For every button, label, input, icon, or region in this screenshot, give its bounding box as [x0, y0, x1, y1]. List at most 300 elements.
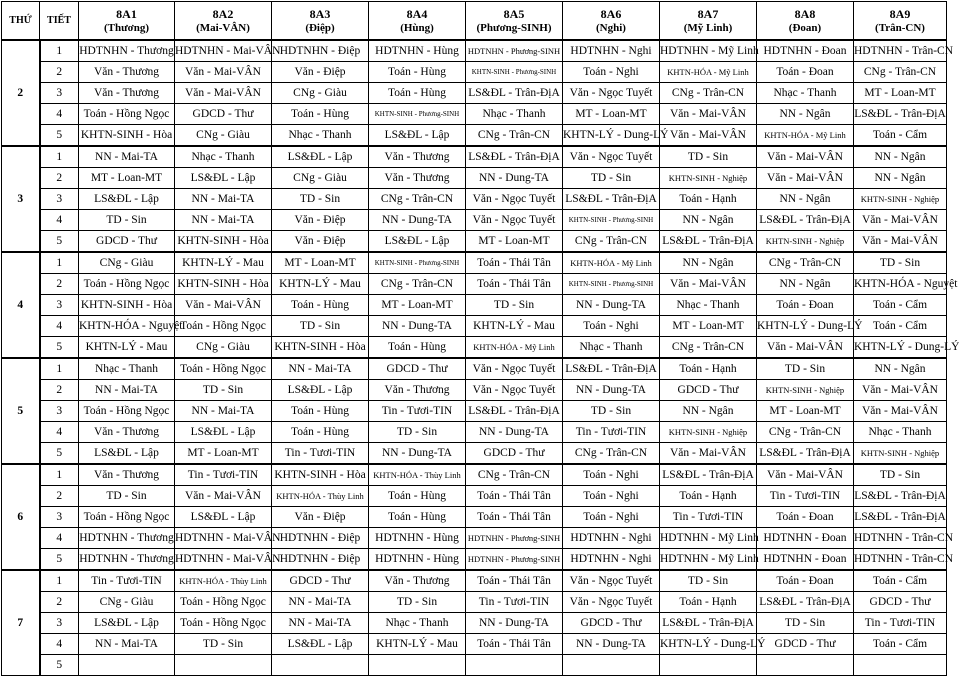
schedule-cell: Toán - Hùng: [369, 337, 466, 359]
table-row: [2, 252, 947, 274]
schedule-cell: Nhạc - Thanh: [854, 422, 947, 443]
schedule-cell: GDCD - Thư: [757, 634, 854, 655]
period-number: 2: [40, 274, 79, 295]
schedule-cell: NN - Dung-TA: [369, 443, 466, 465]
schedule-cell: LS&ĐL - Trân-ĐịA: [757, 592, 854, 613]
period-number: 1: [40, 40, 79, 62]
schedule-cell: Toán - Hạnh: [660, 486, 757, 507]
schedule-cell: LS&ĐL - Trân-ĐịA: [854, 507, 947, 528]
table-row: [2, 401, 947, 422]
schedule-cell: CNg - Trân-CN: [563, 443, 660, 465]
day-column-header: THỨ: [2, 2, 40, 41]
schedule-cell: CNg - Trân-CN: [466, 125, 563, 147]
schedule-cell: [466, 655, 563, 676]
schedule-cell: Văn - Mai-VÂN: [660, 443, 757, 465]
schedule-cell: LS&ĐL - Trân-ĐịA: [466, 146, 563, 168]
schedule-cell: Văn - Ngọc Tuyết: [563, 570, 660, 592]
table-row: [2, 189, 947, 210]
schedule-cell: Văn - Mai-VÂN: [854, 231, 947, 253]
schedule-cell: GDCD - Thư: [175, 104, 272, 125]
schedule-cell: NN - Ngân: [854, 358, 947, 380]
schedule-cell: Văn - Thương: [369, 146, 466, 168]
schedule-cell: Toán - Nghi: [563, 62, 660, 83]
schedule-cell: HDTNHN - Đoan: [757, 40, 854, 62]
schedule-cell: NN - Dung-TA: [466, 613, 563, 634]
period-number: 2: [40, 486, 79, 507]
period-number: 3: [40, 83, 79, 104]
schedule-cell: Toán - Hồng Ngọc: [79, 401, 175, 422]
schedule-cell: Toán - Hạnh: [660, 189, 757, 210]
schedule-cell: KHTN-SINH - Nghiệp: [757, 380, 854, 401]
schedule-cell: Văn - Mai-VÂN: [660, 274, 757, 295]
period-number: 5: [40, 337, 79, 359]
schedule-cell: Văn - Điệp: [272, 210, 369, 231]
schedule-cell: Văn - Mai-VÂN: [854, 380, 947, 401]
schedule-cell: Toán - Thái Tân: [466, 570, 563, 592]
schedule-cell: NN - Ngân: [660, 210, 757, 231]
schedule-cell: [854, 655, 947, 676]
table-row: [2, 358, 947, 380]
schedule-cell: Toán - Hùng: [272, 295, 369, 316]
schedule-cell: Toán - Hồng Ngọc: [175, 316, 272, 337]
schedule-cell: NN - Dung-TA: [466, 168, 563, 189]
class-header: [757, 2, 854, 41]
header-row: [2, 2, 947, 41]
schedule-cell: MT - Loan-MT: [757, 401, 854, 422]
period-number: 3: [40, 189, 79, 210]
schedule-cell: Toán - Cẩm: [854, 570, 947, 592]
schedule-cell: Tin - Tươi-TIN: [466, 592, 563, 613]
schedule-cell: KHTN-SINH - Phương-SINH: [563, 274, 660, 295]
class-header: [369, 2, 466, 41]
schedule-cell: Toán - Hùng: [369, 83, 466, 104]
schedule-cell: GDCD - Thư: [466, 443, 563, 465]
schedule-cell: KHTN-HÓA - Mỹ Linh: [757, 125, 854, 147]
schedule-cell: KHTN-SINH - Nghiệp: [854, 189, 947, 210]
schedule-cell: NN - Dung-TA: [369, 316, 466, 337]
schedule-cell: KHTN-SINH - Hòa: [79, 125, 175, 147]
schedule-cell: HDTNHN - Mai-VÂN: [175, 528, 272, 549]
schedule-cell: NN - Mai-TA: [175, 210, 272, 231]
schedule-cell: [563, 655, 660, 676]
schedule-cell: Tin - Tươi-TIN: [175, 464, 272, 486]
schedule-cell: Toán - Thái Tân: [466, 252, 563, 274]
schedule-cell: NN - Dung-TA: [563, 380, 660, 401]
schedule-cell: Văn - Thương: [369, 168, 466, 189]
schedule-cell: KHTN-LÝ - Mau: [175, 252, 272, 274]
schedule-cell: Văn - Thương: [79, 422, 175, 443]
schedule-cell: LS&ĐL - Lập: [272, 380, 369, 401]
homeroom-teacher: (Đoan): [788, 21, 822, 34]
schedule-cell: HDTNHN - Thương: [79, 40, 175, 62]
schedule-cell: NN - Ngân: [757, 189, 854, 210]
schedule-cell: KHTN-HÓA - Mỹ Linh: [660, 62, 757, 83]
schedule-cell: NN - Ngân: [854, 146, 947, 168]
schedule-cell: HDTNHN - Phương-SINH: [466, 40, 563, 62]
schedule-cell: Văn - Mai-VÂN: [175, 83, 272, 104]
schedule-cell: NN - Dung-TA: [563, 295, 660, 316]
schedule-cell: NN - Dung-TA: [466, 422, 563, 443]
schedule-cell: TD - Sin: [563, 168, 660, 189]
schedule-cell: TD - Sin: [369, 422, 466, 443]
schedule-cell: CNg - Giàu: [175, 337, 272, 359]
schedule-cell: TD - Sin: [757, 358, 854, 380]
schedule-cell: Toán - Đoan: [757, 570, 854, 592]
class-header: [466, 2, 563, 41]
schedule-cell: KHTN-SINH - Nghiệp: [757, 231, 854, 253]
schedule-cell: GDCD - Thư: [272, 570, 369, 592]
schedule-cell: MT - Loan-MT: [175, 443, 272, 465]
period-number: 1: [40, 146, 79, 168]
schedule-cell: Văn - Thương: [369, 570, 466, 592]
schedule-cell: MT - Loan-MT: [466, 231, 563, 253]
table-row: [2, 125, 947, 147]
period-number: 1: [40, 570, 79, 592]
period-number: 3: [40, 401, 79, 422]
schedule-cell: Văn - Mai-VÂN: [660, 104, 757, 125]
schedule-cell: Toán - Nghi: [563, 316, 660, 337]
timetable: [1, 1, 959, 676]
schedule-cell: TD - Sin: [175, 634, 272, 655]
day-label: 3: [2, 146, 40, 252]
schedule-cell: KHTN-HÓA - Thùy Linh: [369, 464, 466, 486]
table-row: [2, 316, 947, 337]
class-code: 8A3: [309, 6, 331, 21]
schedule-cell: KHTN-LÝ - Mau: [79, 337, 175, 359]
schedule-cell: Toán - Nghi: [563, 464, 660, 486]
schedule-cell: Văn - Ngọc Tuyết: [563, 83, 660, 104]
schedule-cell: TD - Sin: [79, 210, 175, 231]
schedule-cell: Toán - Hồng Ngọc: [79, 274, 175, 295]
schedule-cell: MT - Loan-MT: [854, 83, 947, 104]
schedule-cell: Văn - Điệp: [272, 231, 369, 253]
class-header: [175, 2, 272, 41]
schedule-cell: MT - Loan-MT: [79, 168, 175, 189]
schedule-cell: KHTN-SINH - Phương-SINH: [369, 104, 466, 125]
period-number: 1: [40, 464, 79, 486]
schedule-cell: KHTN-LÝ - Dung-LÝ: [854, 337, 947, 359]
homeroom-teacher: (Trân-CN): [875, 21, 925, 34]
period-number: 4: [40, 316, 79, 337]
schedule-cell: CNg - Giàu: [79, 252, 175, 274]
class-code: 8A9: [889, 6, 911, 21]
period-number: 5: [40, 655, 79, 676]
schedule-cell: Toán - Hạnh: [660, 592, 757, 613]
schedule-cell: KHTN-SINH - Phương-SINH: [563, 210, 660, 231]
schedule-cell: NN - Ngân: [660, 252, 757, 274]
schedule-cell: MT - Loan-MT: [563, 104, 660, 125]
schedule-cell: Toán - Nghi: [563, 486, 660, 507]
schedule-cell: CNg - Giàu: [79, 592, 175, 613]
schedule-cell: KHTN-HÓA - Mỹ Linh: [466, 337, 563, 359]
schedule-cell: Văn - Thương: [79, 83, 175, 104]
period-number: 4: [40, 210, 79, 231]
schedule-cell: Nhạc - Thanh: [563, 337, 660, 359]
schedule-cell: Nhạc - Thanh: [175, 146, 272, 168]
schedule-cell: TD - Sin: [660, 146, 757, 168]
schedule-cell: Văn - Điệp: [272, 62, 369, 83]
schedule-cell: Nhạc - Thanh: [79, 358, 175, 380]
timetable-body: [2, 40, 959, 676]
table-row: [2, 592, 947, 613]
schedule-cell: CNg - Giàu: [272, 168, 369, 189]
table-row: [2, 274, 947, 295]
period-number: 1: [40, 252, 79, 274]
homeroom-teacher: (Thương): [103, 21, 150, 34]
schedule-cell: Văn - Ngọc Tuyết: [466, 210, 563, 231]
period-number: 2: [40, 168, 79, 189]
schedule-cell: Toán - Hùng: [272, 401, 369, 422]
schedule-cell: TD - Sin: [854, 252, 947, 274]
schedule-cell: LS&ĐL - Lập: [79, 189, 175, 210]
schedule-cell: Toán - Cẩm: [854, 295, 947, 316]
day-label: 5: [2, 358, 40, 464]
schedule-cell: LS&ĐL - Lập: [79, 613, 175, 634]
table-row: [2, 210, 947, 231]
schedule-cell: MT - Loan-MT: [660, 316, 757, 337]
schedule-cell: HDTNHN - Trân-CN: [854, 40, 947, 62]
day-label: 6: [2, 464, 40, 570]
schedule-cell: KHTN-LÝ - Dung-LÝ: [563, 125, 660, 147]
class-code: 8A5: [503, 6, 525, 21]
period-number: 4: [40, 528, 79, 549]
schedule-cell: NN - Mai-TA: [175, 189, 272, 210]
schedule-cell: LS&ĐL - Trân-ĐịA: [563, 189, 660, 210]
schedule-cell: MT - Loan-MT: [272, 252, 369, 274]
schedule-cell: KHTN-SINH - Phương-SINH: [466, 62, 563, 83]
schedule-cell: LS&ĐL - Lập: [272, 146, 369, 168]
schedule-cell: KHTN-HÓA - Thùy Linh: [175, 570, 272, 592]
schedule-cell: HDTNHN - Điệp: [272, 549, 369, 571]
schedule-cell: CNg - Trân-CN: [660, 83, 757, 104]
schedule-cell: Toán - Nghi: [563, 507, 660, 528]
schedule-cell: Văn - Mai-VÂN: [757, 464, 854, 486]
period-number: 3: [40, 613, 79, 634]
schedule-cell: HDTNHN - Hùng: [369, 549, 466, 571]
schedule-cell: CNg - Trân-CN: [369, 189, 466, 210]
schedule-cell: HDTNHN - Trân-CN: [854, 528, 947, 549]
schedule-cell: HDTNHN - Trân-CN: [854, 549, 947, 571]
schedule-cell: Tin - Tươi-TIN: [563, 422, 660, 443]
schedule-cell: LS&ĐL - Trân-ĐịA: [854, 486, 947, 507]
schedule-cell: HDTNHN - Điệp: [272, 40, 369, 62]
class-code: 8A6: [600, 6, 622, 21]
schedule-cell: Văn - Mai-VÂN: [175, 486, 272, 507]
schedule-cell: Tin - Tươi-TIN: [854, 613, 947, 634]
schedule-cell: TD - Sin: [272, 189, 369, 210]
schedule-cell: [369, 655, 466, 676]
schedule-cell: [757, 655, 854, 676]
day-label: 4: [2, 252, 40, 358]
schedule-cell: LS&ĐL - Trân-ĐịA: [563, 358, 660, 380]
schedule-cell: CNg - Trân-CN: [660, 337, 757, 359]
schedule-cell: HDTNHN - Phương-SINH: [466, 528, 563, 549]
schedule-cell: Nhạc - Thanh: [369, 613, 466, 634]
schedule-cell: LS&ĐL - Trân-ĐịA: [660, 613, 757, 634]
schedule-cell: Văn - Ngọc Tuyết: [563, 592, 660, 613]
schedule-cell: Văn - Thương: [79, 464, 175, 486]
schedule-cell: HDTNHN - Mai-VÂN: [175, 549, 272, 571]
schedule-cell: Toán - Hùng: [272, 422, 369, 443]
schedule-cell: Văn - Ngọc Tuyết: [563, 146, 660, 168]
schedule-cell: Toán - Đoan: [757, 295, 854, 316]
table-row: [2, 422, 947, 443]
table-row: [2, 380, 947, 401]
schedule-cell: HDTNHN - Mỹ Linh: [660, 40, 757, 62]
schedule-cell: [272, 655, 369, 676]
class-code: 8A4: [406, 6, 428, 21]
schedule-cell: CNg - Trân-CN: [757, 422, 854, 443]
schedule-cell: NN - Mai-TA: [79, 634, 175, 655]
schedule-cell: HDTNHN - Hùng: [369, 528, 466, 549]
schedule-cell: HDTNHN - Thương: [79, 549, 175, 571]
homeroom-teacher: (Hùng): [400, 21, 434, 34]
homeroom-teacher: (Nghi): [596, 21, 626, 34]
schedule-cell: Văn - Mai-VÂN: [175, 62, 272, 83]
schedule-cell: Nhạc - Thanh: [757, 83, 854, 104]
table-row: [2, 634, 947, 655]
homeroom-teacher: (Mai-VÂN): [196, 21, 250, 34]
schedule-cell: Văn - Mai-VÂN: [757, 337, 854, 359]
schedule-cell: TD - Sin: [757, 613, 854, 634]
schedule-cell: KHTN-SINH - Phương-SINH: [369, 252, 466, 274]
schedule-cell: Văn - Ngọc Tuyết: [466, 358, 563, 380]
schedule-cell: KHTN-SINH - Nghiệp: [660, 422, 757, 443]
schedule-cell: NN - Mai-TA: [272, 613, 369, 634]
schedule-cell: Nhạc - Thanh: [272, 125, 369, 147]
schedule-cell: CNg - Trân-CN: [563, 231, 660, 253]
class-header: [79, 2, 175, 41]
schedule-cell: CNg - Giàu: [272, 83, 369, 104]
schedule-cell: NN - Mai-TA: [272, 358, 369, 380]
class-code: 8A2: [212, 6, 234, 21]
schedule-cell: Toán - Hùng: [369, 507, 466, 528]
schedule-cell: GDCD - Thư: [79, 231, 175, 253]
schedule-cell: Văn - Thương: [369, 380, 466, 401]
period-number: 2: [40, 380, 79, 401]
schedule-cell: KHTN-SINH - Hòa: [272, 337, 369, 359]
class-code: 8A8: [794, 6, 816, 21]
schedule-cell: NN - Mai-TA: [272, 592, 369, 613]
schedule-cell: KHTN-SINH - Hòa: [272, 464, 369, 486]
schedule-cell: LS&ĐL - Lập: [175, 507, 272, 528]
schedule-cell: Tin - Tươi-TIN: [79, 570, 175, 592]
schedule-cell: KHTN-SINH - Nghiệp: [854, 443, 947, 465]
schedule-cell: KHTN-HÓA - Mỹ Linh: [563, 252, 660, 274]
table-row: [2, 655, 947, 676]
schedule-cell: GDCD - Thư: [660, 380, 757, 401]
period-number: 2: [40, 592, 79, 613]
schedule-cell: HDTNHN - Mai-VÂN: [175, 40, 272, 62]
schedule-cell: Nhạc - Thanh: [660, 295, 757, 316]
schedule-cell: [660, 655, 757, 676]
schedule-cell: Toán - Cẩm: [854, 316, 947, 337]
schedule-cell: Văn - Mai-VÂN: [854, 401, 947, 422]
schedule-cell: LS&ĐL - Trân-ĐịA: [660, 231, 757, 253]
schedule-cell: Toán - Hùng: [369, 486, 466, 507]
schedule-cell: NN - Dung-TA: [369, 210, 466, 231]
table-row: [2, 464, 947, 486]
schedule-cell: Tin - Tươi-TIN: [757, 486, 854, 507]
schedule-cell: KHTN-LÝ - Dung-LÝ: [757, 316, 854, 337]
schedule-cell: TD - Sin: [660, 570, 757, 592]
schedule-cell: KHTN-LÝ - Mau: [466, 316, 563, 337]
schedule-cell: Toán - Hùng: [272, 104, 369, 125]
table-row: [2, 507, 947, 528]
schedule-cell: NN - Mai-TA: [175, 401, 272, 422]
schedule-cell: Toán - Thái Tân: [466, 507, 563, 528]
schedule-cell: LS&ĐL - Lập: [175, 168, 272, 189]
period-number: 3: [40, 507, 79, 528]
table-row: [2, 168, 947, 189]
table-row: [2, 443, 947, 465]
class-header: [660, 2, 757, 41]
period-number: 5: [40, 231, 79, 253]
schedule-cell: [79, 655, 175, 676]
schedule-cell: Toán - Hồng Ngọc: [175, 358, 272, 380]
schedule-cell: NN - Ngân: [757, 104, 854, 125]
schedule-cell: Toán - Hồng Ngọc: [79, 104, 175, 125]
day-label: 2: [2, 40, 40, 146]
schedule-cell: KHTN-LÝ - Mau: [272, 274, 369, 295]
period-number: 5: [40, 549, 79, 571]
schedule-cell: NN - Mai-TA: [79, 380, 175, 401]
schedule-cell: Toán - Thái Tân: [466, 634, 563, 655]
schedule-cell: HDTNHN - Nghi: [563, 40, 660, 62]
schedule-cell: Toán - Đoan: [757, 507, 854, 528]
schedule-cell: Toán - Hồng Ngọc: [175, 592, 272, 613]
schedule-cell: Toán - Đoan: [757, 62, 854, 83]
table-row: [2, 62, 947, 83]
schedule-cell: Văn - Mai-VÂN: [660, 125, 757, 147]
schedule-cell: CNg - Trân-CN: [757, 252, 854, 274]
schedule-cell: HDTNHN - Mỹ Linh: [660, 528, 757, 549]
schedule-cell: KHTN-SINH - Hòa: [175, 231, 272, 253]
schedule-cell: MT - Loan-MT: [369, 295, 466, 316]
schedule-cell: KHTN-HÓA - Nguyệt: [79, 316, 175, 337]
schedule-cell: TD - Sin: [272, 316, 369, 337]
schedule-cell: GDCD - Thư: [369, 358, 466, 380]
table-row: [2, 104, 947, 125]
period-number: 4: [40, 104, 79, 125]
schedule-cell: CNg - Trân-CN: [466, 464, 563, 486]
class-code: 8A7: [697, 6, 719, 21]
period-number: 3: [40, 295, 79, 316]
homeroom-teacher: (Điệp): [305, 21, 335, 34]
schedule-cell: NN - Ngân: [660, 401, 757, 422]
schedule-cell: TD - Sin: [369, 592, 466, 613]
schedule-cell: LS&ĐL - Lập: [272, 634, 369, 655]
table-row: [2, 295, 947, 316]
schedule-cell: TD - Sin: [79, 486, 175, 507]
schedule-cell: TD - Sin: [854, 464, 947, 486]
schedule-cell: Văn - Mai-VÂN: [757, 168, 854, 189]
table-row: [2, 570, 947, 592]
schedule-cell: CNg - Trân-CN: [854, 62, 947, 83]
schedule-cell: LS&ĐL - Trân-ĐịA: [757, 210, 854, 231]
table-row: [2, 549, 947, 571]
schedule-cell: KHTN-LÝ - Mau: [369, 634, 466, 655]
schedule-cell: HDTNHN - Thương: [79, 528, 175, 549]
period-number: 4: [40, 634, 79, 655]
schedule-cell: Nhạc - Thanh: [466, 104, 563, 125]
table-row: [2, 146, 947, 168]
schedule-cell: Toán - Thái Tân: [466, 274, 563, 295]
homeroom-teacher: (Mỹ Linh): [683, 21, 733, 34]
period-number: 2: [40, 62, 79, 83]
class-header: [272, 2, 369, 41]
schedule-cell: LS&ĐL - Trân-ĐịA: [466, 83, 563, 104]
